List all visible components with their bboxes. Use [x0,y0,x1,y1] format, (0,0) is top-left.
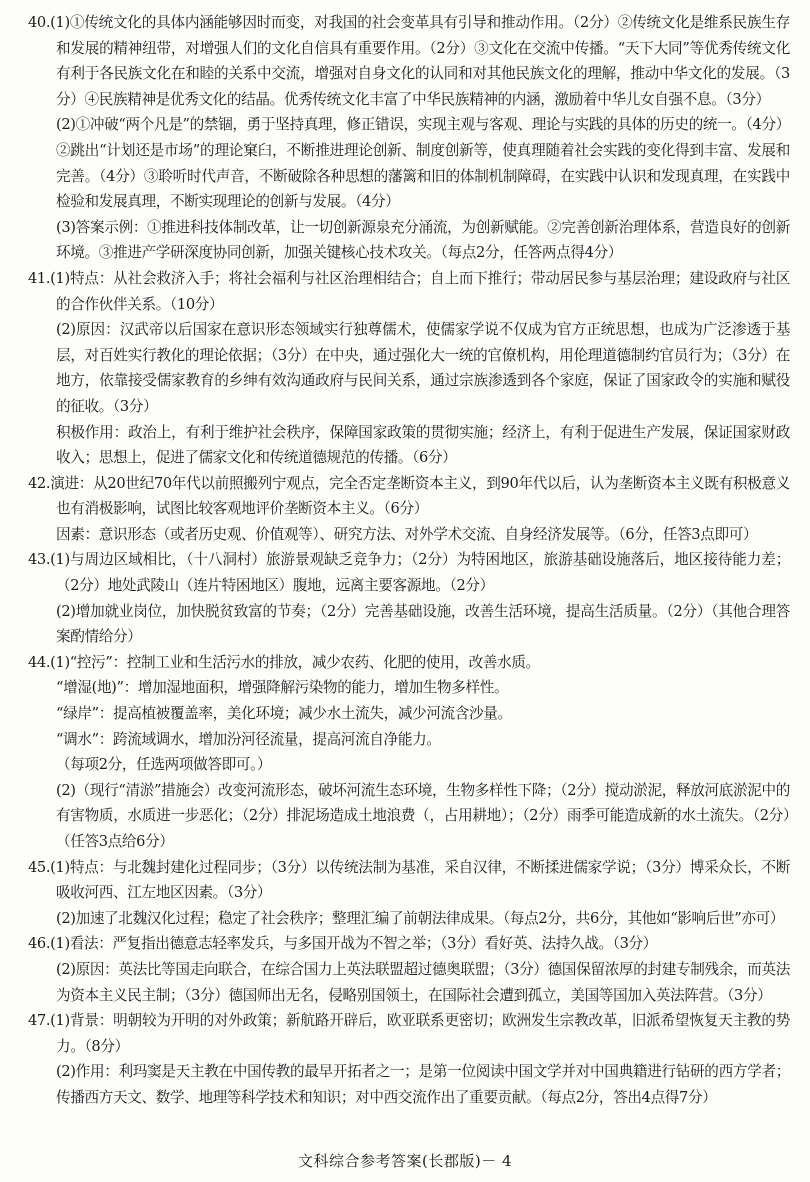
question-answer: 41.(1)特点：从社会救济入手；将社会福利与社区治理相结合；自上而下推行；带动居民参与基层治理；建设政府与社区的合作伙伴关系。（10分） [28,269,790,313]
sub-answer: (2)作用：利玛窦是天主教在中国传教的最早开拓者之一；是第一位阅读中国文学并对中国典籍进行钻研的西方学者；传播西方天文、数学、地理等科学技术和知识；对中西交流作出了重要贡献。（每点2分，答出4点得7分） [56,1063,790,1106]
sub-answer: (2)加速了北魏汉化过程；稳定了社会秩序；整理汇编了前朝法律成果。（每点2分，共6分，其他如“影响后世”亦可） [56,909,785,927]
question-answer: 46.(1)看法：严复指出德意志轻率发兵，与多国开战为不智之举；（3分）看好英、法持久战。（3分） [28,935,658,953]
sub-answer: “绿岸”：提高植被覆盖率，美化环境；减少水土流失，减少河流含沙量。 [56,705,512,723]
question-answer: 40.(1)①传统文化的具体内涵能够因时而变，对我国的社会变革具有引导和推动作用。（2分）②传统文化是维系民族生存和发展的精神纽带，对增强人们的文化自信具有重要作用。（2分）③文化在交流中传播。“天下大同”等优秀传统文化有利于各民族文化在和睦的关系中交流，增强对自身文化的认同和对其他民族文化的理解，推动中华文化的发展。（3分）④民族精神是优秀文化的结晶。优秀传统文化丰富了中华民族精神的内涵，激励着中华儿女自强不息。（3分） [28,14,790,108]
sub-answer: (2)增加就业岗位，加快脱贫致富的节奏；（2分）完善基础设施，改善生活环境，提高生活质量。（2分）（其他合理答案酌情给分） [56,602,790,646]
sub-answer: （每项2分，任选两项做答即可。） [56,756,272,774]
question-answer: 43.(1)与周边区域相比，（十八洞村）旅游景观缺乏竞争力；（2分）为特困地区，旅游基础设施落后，地区接待能力差；（2分）地处武陵山（连片特困地区）腹地，远离主要客源地。（2分） [28,551,790,595]
answer-list [28,10,790,1111]
sub-answer: (2)原因：汉武帝以后国家在意识形态领域实行独尊儒术，使儒家学说不仅成为官方正统思想，也成为广泛渗透于基层，对百姓实行教化的理论依据；（3分）在中央，通过强化大一统的官僚机构，用伦理道德制约官员行为；（3分）在地方，依靠接受儒家教育的乡绅有效沟通政府与民间关系，通过宗族渗透到各个家庭，保证了国家政令的实施和赋役的征收。（3分） [56,321,790,415]
sub-answer: 因素：意识形态（或者历史观、价值观等）、研究方法、对外学术交流、自身经济发展等。（6分，任答3点即可） [56,525,758,543]
sub-answer: “增湿(地)”：增加湿地面积，增强降解污染物的能力，增加生物多样性。 [56,679,509,697]
sub-answer: (2)①冲破“两个凡是”的禁锢，勇于坚持真理，修正错误，实现主观与客观、理论与实践的具体的历史的统一。（4分）②跳出“计划还是市场”的理论窠臼，不断推进理论创新、制度创新等，使真理随着社会实践的变化得到丰富、发展和完善。（4分）③聆听时代声音，不断破除各种思想的藩篱和旧的体制机制障碍，在实践中认识和发现真理，在实践中检验和发展真理，不断实现理论的创新与发展。（4分） [56,116,790,211]
sub-answer: 积极作用：政治上，有利于维护社会秩序，保障国家政策的贯彻实施；经济上，有利于促进生产发展，保证国家财政收入；思想上，促进了儒家文化和传统道德规范的传播。（6分） [56,423,790,467]
sub-answer: “调水”：跨流域调水，增加汾河径流量，提高河流自净能力。 [56,730,441,748]
question-answer: 45.(1)特点：与北魏封建化过程同步；（3分）以传统法制为基准，采自汉律，不断揉进儒家学说；（3分）博采众长，不断吸收河西、江左地区因素。（3分） [28,858,790,902]
question-answer: 47.(1)背景：明朝较为开明的对外政策；新航路开辟后，欧亚联系更密切；欧洲发生宗教改革，旧派希望恢复天主教的势力。（8分） [28,1012,790,1055]
question-answer: 42.演进：从20世纪70年代以前照搬列宁观点，完全否定垄断资本主义，到90年代以后，认为垄断资本主义既有积极意义也有消极影响，试图比较客观地评价垄断资本主义。（6分） [28,474,790,518]
sub-answer: (2)（现行“清淤”措施会）改变河流形态，破坏河流生态环境，生物多样性下降；（2分）搅动淤泥，释放河底淤泥中的有害物质，水质进一步恶化；（2分）排泥场造成土地浪费（，占用耕地）；（2分）雨季可能造成新的水土流失。（2分）（任答3点给6分） [56,781,790,850]
sub-answer: (3)答案示例：①推进科技体制改革，让一切创新源泉充分涌流，为创新赋能。②完善创新治理体系，营造良好的创新环境。③推进产学研深度协同创新，加强关键核心技术攻关。（每点2分，任答两点得4分） [56,218,790,262]
sub-answer: (2)原因：英法比等国走向联合，在综合国力上英法联盟超过德奥联盟；（3分）德国保留浓厚的封建专制残余，而英法为资本主义民主制；（3分）德国师出无名，侵略别国领土，在国际社会遭到孤立，美国等国加入英法阵营。（3分） [56,960,790,1004]
question-answer: 44.(1)“控污”：控制工业和生活污水的排放，减少农药、化肥的使用，改善水质。 [28,653,540,671]
page-footer: 文科综合参考答案(长郡版)－ 4 [297,1152,513,1170]
